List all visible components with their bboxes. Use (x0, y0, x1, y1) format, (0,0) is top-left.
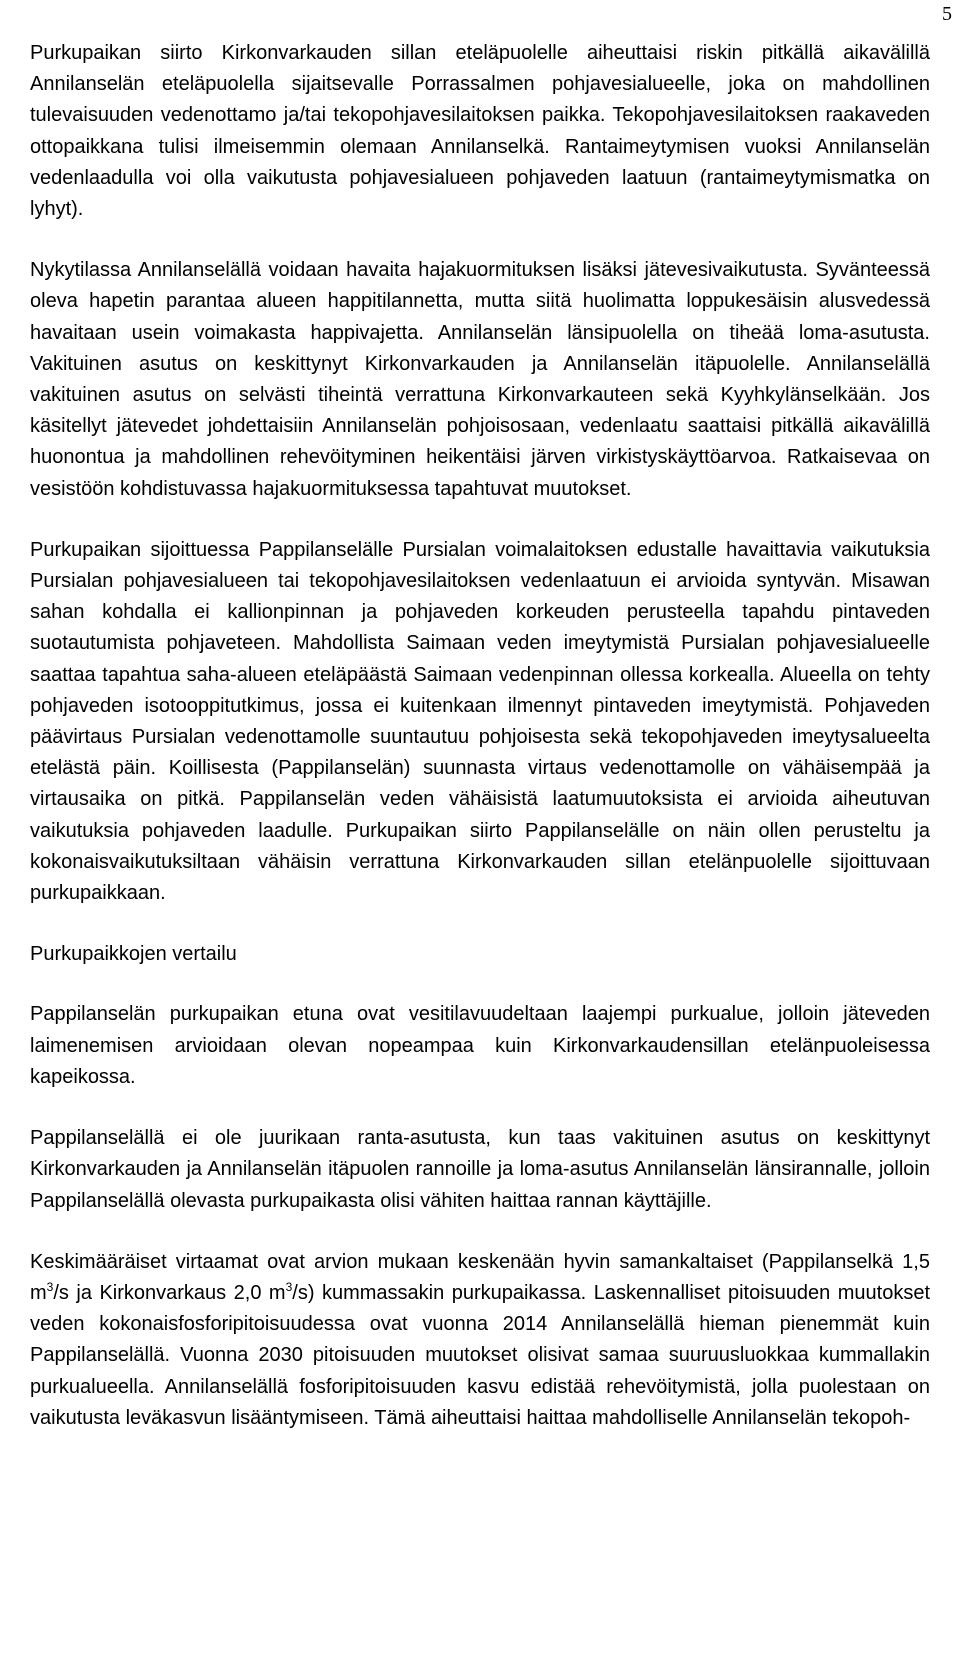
flow-text-part-1: Keskimääräiset virtaamat ovat arvion mukaan keskenään hyvin samankaltaiset (Pappilanselkä 1,5 m (30, 1250, 930, 1304)
paragraph-groundwater-risk: Purkupaikan siirto Kirkonvarkauden sillan eteläpuolelle aiheuttaisi riskin pitkällä aikavälillä Annilanselän eteläpuolella sijaitsevalle Porrassalmen pohjavesialueelle, joka on mahdollinen tulevaisuuden vedenottamo ja/tai tekopohjavesilaitoksen paikka. Tekopohjavesilaitoksen raakaveden ottopaikkana tulisi ilmeisemmin olemaan Annilanselkä. Rantaimeytymisen vuoksi Annilanselän vedenlaadulla voi olla vaikutusta pohjavesialueen pohjaveden laatuun (rantaimeytymismatka on lyhyt). (30, 42, 930, 221)
paragraph-shore-residents: Pappilanselällä ei ole juurikaan ranta-asutusta, kun taas vakituinen asutus on keskittynyt Kirkonvarkauden ja Annilanselän itäpuolen rannoille ja loma-asutus Annilanselän länsirannalle, jolloin Pappilanselällä olevasta purkupaikasta olisi vähiten haittaa rannan käyttäjille. (30, 1127, 930, 1212)
paragraph-discharge-area-advantage: Pappilanselän purkupaikan etuna ovat vesitilavuudeltaan laajempi purkualue, jolloin jäteveden laimenemisen arvioidaan olevan nopeampaa kuin Kirkonvarkaudensillan etelänpuoleisessa kapeikossa. (30, 1003, 930, 1088)
document-body (30, 38, 930, 1434)
paragraph-pappilanselka-effects: Purkupaikan sijoittuessa Pappilanselälle Pursialan voimalaitoksen edustalle havaittavia vaikutuksia Pursialan pohjavesialueen tai tekopohjavesilaitoksen vedenlaatuun ei arvioida syntyvän. Misawan sahan kohdalla ei kallionpinnan ja pohjaveden korkeuden perusteella tapahdu pintaveden suotautumista pohjaveteen. Mahdollista Saimaan veden imeytymistä Pursialan pohjavesialueelle saattaa tapahtua saha-alueen eteläpäästä Saimaan vedenpinnan ollessa korkealla. Alueella on tehty pohjaveden isotooppitutkimus, jossa ei kuitenkaan ilmennyt pintaveden imeytymistä. Pohjaveden päävirtaus Pursialan vedenottamolle suuntautuu pohjoisesta sekä tekopohjaveden imeytysalueelta etelästä päin. Koillisesta (Pappilanselän) suunnasta virtaus vedenottamolle on vähäisempää ja virtausaika on pitkä. Pappilanselän veden vähäisistä laatumuutoksista ei arvioida aiheutuvan vaikutuksia pohjaveden laadulle. Purkupaikan siirto Pappilanselälle on näin ollen perusteltu ja kokonaisvaikutuksiltaan vähäisin verrattuna Kirkonvarkauden sillan etelänpuolelle sijoittuvaan purkupaikkaan. (30, 538, 930, 905)
superscript-cubic-2: 3 (285, 1279, 293, 1294)
page-number: 5 (942, 3, 952, 25)
paragraph-flow-rates (30, 1247, 930, 1434)
superscript-cubic-1: 3 (46, 1279, 54, 1294)
section-heading: Purkupaikkojen vertailu (30, 943, 237, 966)
paragraph-current-state: Nykytilassa Annilanselällä voidaan havaita hajakuormituksen lisäksi jätevesivaikutusta. Syvänteessä oleva hapetin parantaa alueen happitilannetta, mutta siitä huolimatta loppukesäisin alusvedessä havaitaan usein voimakasta happivajetta. Annilanselän länsipuolella on tiheää loma-asutusta. Vakituinen asutus on keskittynyt Kirkonvarkauden ja Annilanselän itäpuolelle. Annilanselällä vakituinen asutus on selvästi tiheintä verrattuna Kirkonvarkauteen sekä Kyyhkylänselkään. Jos käsitellyt jätevedet johdettaisiin Annilanselän pohjoisosaan, vedenlaatu saattaisi pitkällä aikavälillä huonontua ja mahdollinen rehevöityminen heikentäisi järven virkistyskäyttöarvoa. Ratkaisevaa on vesistöön kohdistuvassa hajakuormituksessa tapahtuvat muutokset. (30, 259, 930, 500)
flow-text-part-3: /s) kummassakin purkupaikassa. Laskennalliset pitoisuuden muutokset veden kokonaisfosforipitoisuudessa ovat vuonna 2014 Annilanselällä hieman pienemmät kuin Pappilanselällä. Vuonna 2030 pitoisuuden muutokset olisivat samaa suuruusluokkaa kummallakin purkualueella. Annilanselällä fosforipitoisuuden kasvu edistää rehevöitymistä, jolla puolestaan on vaikutusta leväkasvun lisääntymiseen. Tämä aiheuttaisi haittaa mahdolliselle Annilanselän tekopoh- (30, 1281, 930, 1429)
flow-text-part-2: /s ja Kirkonvarkaus 2,0 m (53, 1281, 286, 1304)
